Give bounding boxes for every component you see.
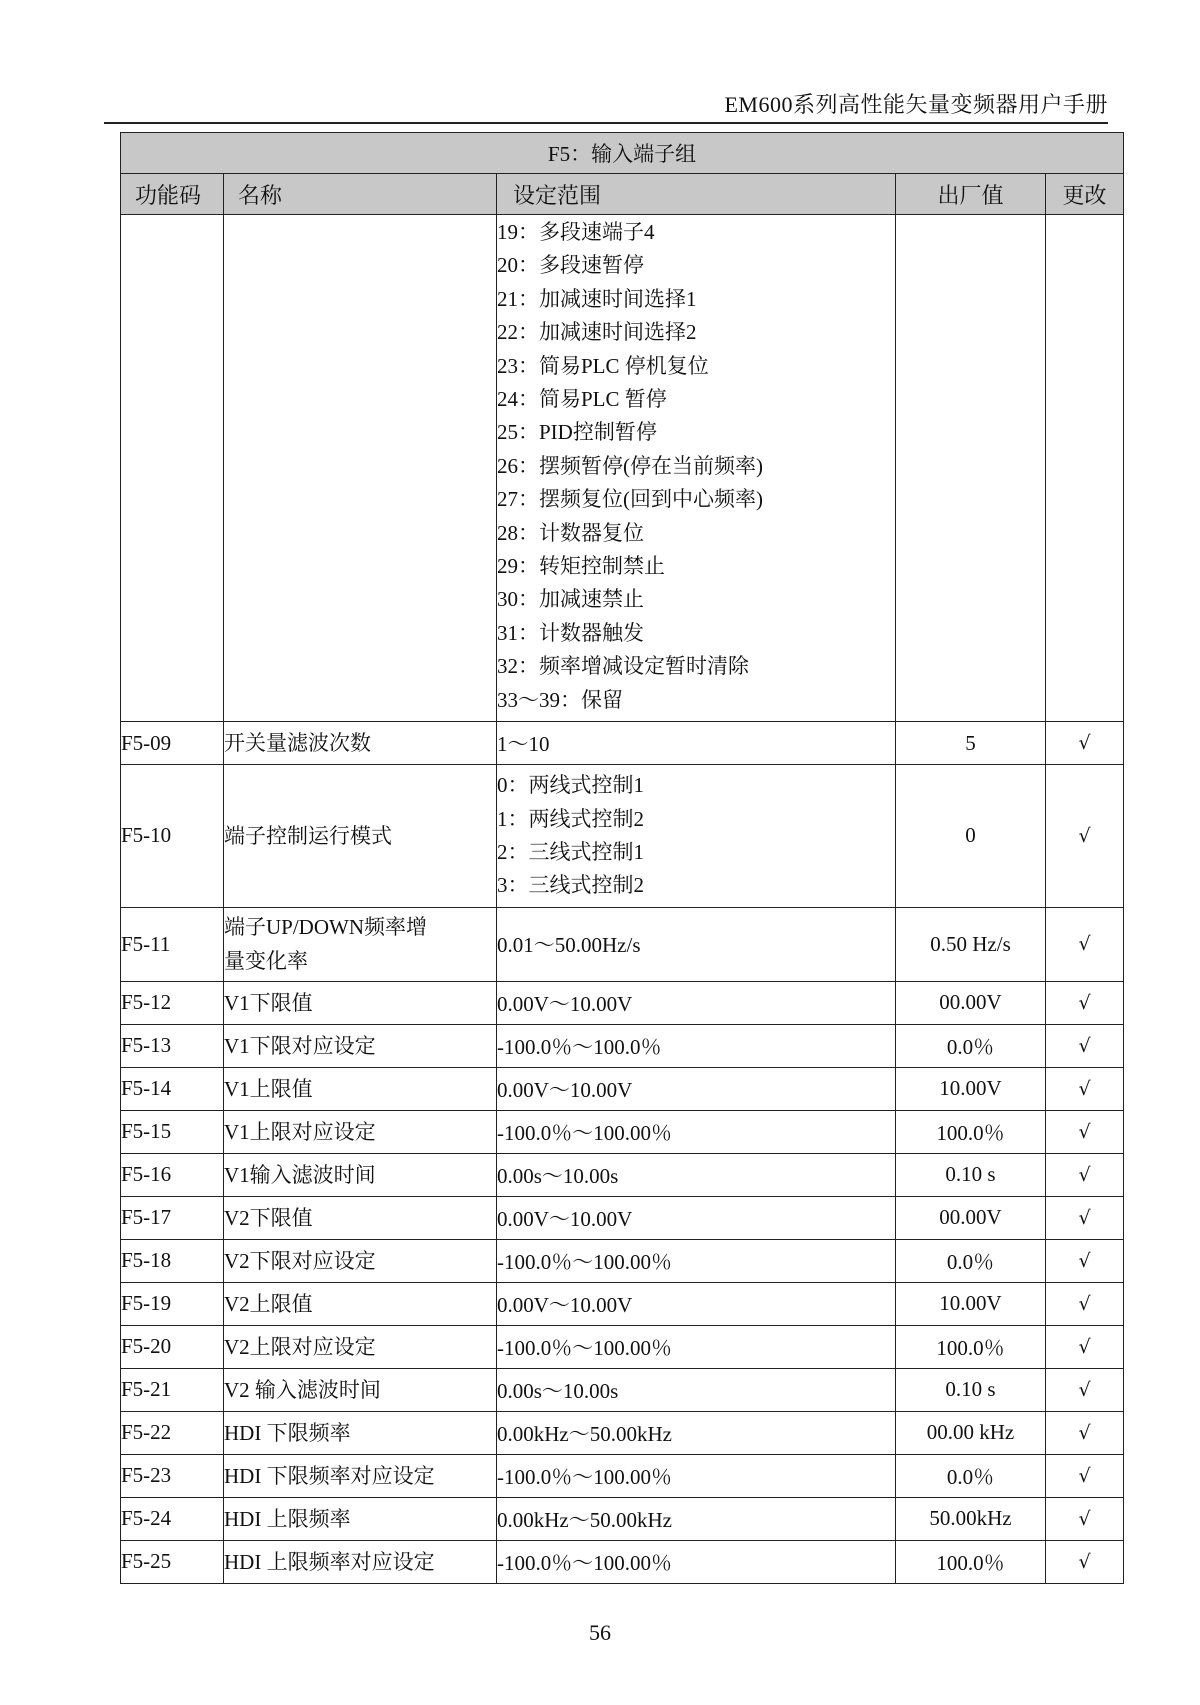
continued-options-cell	[497, 215, 896, 722]
parameter-name: V2上限对应设定	[224, 1325, 497, 1368]
function-code: F5-09	[121, 722, 224, 765]
option-line: 32：频率增减设定暂时清除	[497, 654, 749, 679]
factory-default: 0	[896, 765, 1046, 908]
table-row	[121, 1067, 1124, 1110]
change-mark: √	[1046, 765, 1124, 908]
factory-default: 00.00V	[896, 981, 1046, 1024]
factory-default: 0.0％	[896, 1024, 1046, 1067]
setting-range: 1～10	[497, 722, 896, 765]
column-header-name: 名称	[224, 174, 497, 215]
function-code: F5-22	[121, 1411, 224, 1454]
table-row	[121, 1153, 1124, 1196]
function-code: F5-25	[121, 1540, 224, 1583]
function-code: F5-20	[121, 1325, 224, 1368]
table-row	[121, 1196, 1124, 1239]
factory-default: 10.00V	[896, 1282, 1046, 1325]
factory-default: 50.00kHz	[896, 1497, 1046, 1540]
parameter-name: V1上限对应设定	[224, 1110, 497, 1153]
group-title-row	[121, 133, 1124, 174]
function-code: F5-24	[121, 1497, 224, 1540]
column-header-change: 更改	[1046, 174, 1124, 215]
change-mark: √	[1046, 1411, 1124, 1454]
factory-default: 0.0％	[896, 1454, 1046, 1497]
setting-range: 0.00s～10.00s	[497, 1153, 896, 1196]
factory-default: 100.0％	[896, 1110, 1046, 1153]
factory-default: 0.0％	[896, 1239, 1046, 1282]
factory-default: 5	[896, 722, 1046, 765]
change-mark: √	[1046, 1497, 1124, 1540]
factory-default: 0.10 s	[896, 1368, 1046, 1411]
table-row	[121, 1497, 1124, 1540]
setting-range: -100.0％～100.00％	[497, 1325, 896, 1368]
option-line: 0：两线式控制1	[497, 773, 644, 798]
option-line: 3：三线式控制2	[497, 873, 644, 898]
parameter-name: V2上限值	[224, 1282, 497, 1325]
page-number: 56	[589, 1620, 611, 1645]
option-line: 29：转矩控制禁止	[497, 554, 665, 579]
column-header-row	[121, 174, 1124, 215]
option-line: 19：多段速端子4	[497, 220, 655, 244]
change-mark: √	[1046, 1153, 1124, 1196]
parameter-table	[120, 132, 1124, 1584]
factory-default: 100.0％	[896, 1325, 1046, 1368]
setting-range: -100.0％～100.00％	[497, 1110, 896, 1153]
parameter-name: V1下限值	[224, 981, 497, 1024]
parameter-name	[224, 907, 497, 981]
table-row	[121, 1282, 1124, 1325]
document-header-title: EM600系列高性能矢量变频器用户手册	[724, 92, 1108, 117]
setting-range: 0.00kHz～50.00kHz	[497, 1497, 896, 1540]
change-mark: √	[1046, 1239, 1124, 1282]
option-line: 31：计数器触发	[497, 620, 644, 645]
change-mark: √	[1046, 981, 1124, 1024]
column-header-default: 出厂值	[896, 174, 1046, 215]
factory-default: 00.00 kHz	[896, 1411, 1046, 1454]
parameter-name: V2 输入滤波时间	[224, 1368, 497, 1411]
setting-range: -100.0％～100.00％	[497, 1239, 896, 1282]
factory-default: 00.00V	[896, 1196, 1046, 1239]
option-line: 20：多段速暂停	[497, 253, 644, 278]
option-line: 26：摆频暂停(停在当前频率)	[497, 453, 763, 478]
option-line: 1：两线式控制2	[497, 806, 644, 831]
factory-default: 0.10 s	[896, 1153, 1046, 1196]
setting-range: 0.00V～10.00V	[497, 981, 896, 1024]
parameter-name: V1输入滤波时间	[224, 1153, 497, 1196]
parameter-name: V1下限对应设定	[224, 1024, 497, 1067]
empty-cell	[224, 215, 497, 722]
function-code: F5-11	[121, 907, 224, 981]
option-line: 28：计数器复位	[497, 520, 644, 545]
table-row	[121, 1454, 1124, 1497]
parameter-name-line: 端子UP/DOWN频率增	[224, 915, 427, 940]
change-mark: √	[1046, 1540, 1124, 1583]
table-row	[121, 1411, 1124, 1454]
parameter-name: V2下限值	[224, 1196, 497, 1239]
table-row	[121, 1368, 1124, 1411]
change-mark: √	[1046, 1368, 1124, 1411]
parameter-name: HDI 下限频率对应设定	[224, 1454, 497, 1497]
table-row	[121, 1325, 1124, 1368]
setting-range: -100.0％～100.0％	[497, 1024, 896, 1067]
change-mark: √	[1046, 722, 1124, 765]
column-header-range: 设定范围	[497, 174, 896, 215]
table-row	[121, 1239, 1124, 1282]
function-code: F5-18	[121, 1239, 224, 1282]
option-line: 2：三线式控制1	[497, 839, 644, 864]
column-header-code: 功能码	[121, 174, 224, 215]
parameter-name: HDI 上限频率对应设定	[224, 1540, 497, 1583]
function-code: F5-13	[121, 1024, 224, 1067]
table-row	[121, 1540, 1124, 1583]
empty-cell	[1046, 215, 1124, 722]
factory-default: 100.0％	[896, 1540, 1046, 1583]
change-mark: √	[1046, 1196, 1124, 1239]
parameter-name: 端子控制运行模式	[224, 765, 497, 908]
option-line: 25：PID控制暂停	[497, 420, 657, 445]
function-code: F5-10	[121, 765, 224, 908]
setting-range: -100.0％～100.00％	[497, 1540, 896, 1583]
table-row	[121, 981, 1124, 1024]
setting-range: 0.00V～10.00V	[497, 1196, 896, 1239]
function-code: F5-14	[121, 1067, 224, 1110]
option-line: 33～39：保留	[497, 687, 623, 712]
table-row	[121, 1110, 1124, 1153]
table-row	[121, 765, 1124, 908]
function-code: F5-21	[121, 1368, 224, 1411]
factory-default: 0.50 Hz/s	[896, 907, 1046, 981]
change-mark: √	[1046, 1067, 1124, 1110]
option-line: 22：加减速时间选择2	[497, 320, 697, 345]
function-code: F5-19	[121, 1282, 224, 1325]
factory-default: 10.00V	[896, 1067, 1046, 1110]
setting-range: 0.00V～10.00V	[497, 1282, 896, 1325]
change-mark: √	[1046, 907, 1124, 981]
change-mark: √	[1046, 1282, 1124, 1325]
table-row	[121, 907, 1124, 981]
function-code: F5-15	[121, 1110, 224, 1153]
empty-cell	[121, 215, 224, 722]
change-mark: √	[1046, 1454, 1124, 1497]
group-title: F5：输入端子组	[121, 133, 1124, 174]
setting-range: 0.01～50.00Hz/s	[497, 907, 896, 981]
function-code: F5-12	[121, 981, 224, 1024]
table-row	[121, 722, 1124, 765]
change-mark: √	[1046, 1024, 1124, 1067]
parameter-name: V1上限值	[224, 1067, 497, 1110]
parameter-name: HDI 上限频率	[224, 1497, 497, 1540]
option-line: 27：摆频复位(回到中心频率)	[497, 487, 763, 512]
parameter-name-line: 量变化率	[224, 949, 308, 974]
continued-options-row	[121, 215, 1124, 722]
setting-range: 0.00V～10.00V	[497, 1067, 896, 1110]
empty-cell	[896, 215, 1046, 722]
setting-range	[497, 765, 896, 908]
setting-range: 0.00kHz～50.00kHz	[497, 1411, 896, 1454]
header-divider	[104, 122, 1108, 124]
change-mark: √	[1046, 1325, 1124, 1368]
parameter-name: HDI 下限频率	[224, 1411, 497, 1454]
option-line: 24：简易PLC 暂停	[497, 387, 667, 412]
parameter-name: 开关量滤波次数	[224, 722, 497, 765]
option-line: 23：简易PLC 停机复位	[497, 353, 709, 378]
function-code: F5-23	[121, 1454, 224, 1497]
setting-range: -100.0％～100.00％	[497, 1454, 896, 1497]
table-row	[121, 1024, 1124, 1067]
option-line: 21：加减速时间选择1	[497, 286, 697, 311]
function-code: F5-16	[121, 1153, 224, 1196]
change-mark: √	[1046, 1110, 1124, 1153]
function-code: F5-17	[121, 1196, 224, 1239]
parameter-name: V2下限对应设定	[224, 1239, 497, 1282]
setting-range: 0.00s～10.00s	[497, 1368, 896, 1411]
option-line: 30：加减速禁止	[497, 587, 644, 612]
